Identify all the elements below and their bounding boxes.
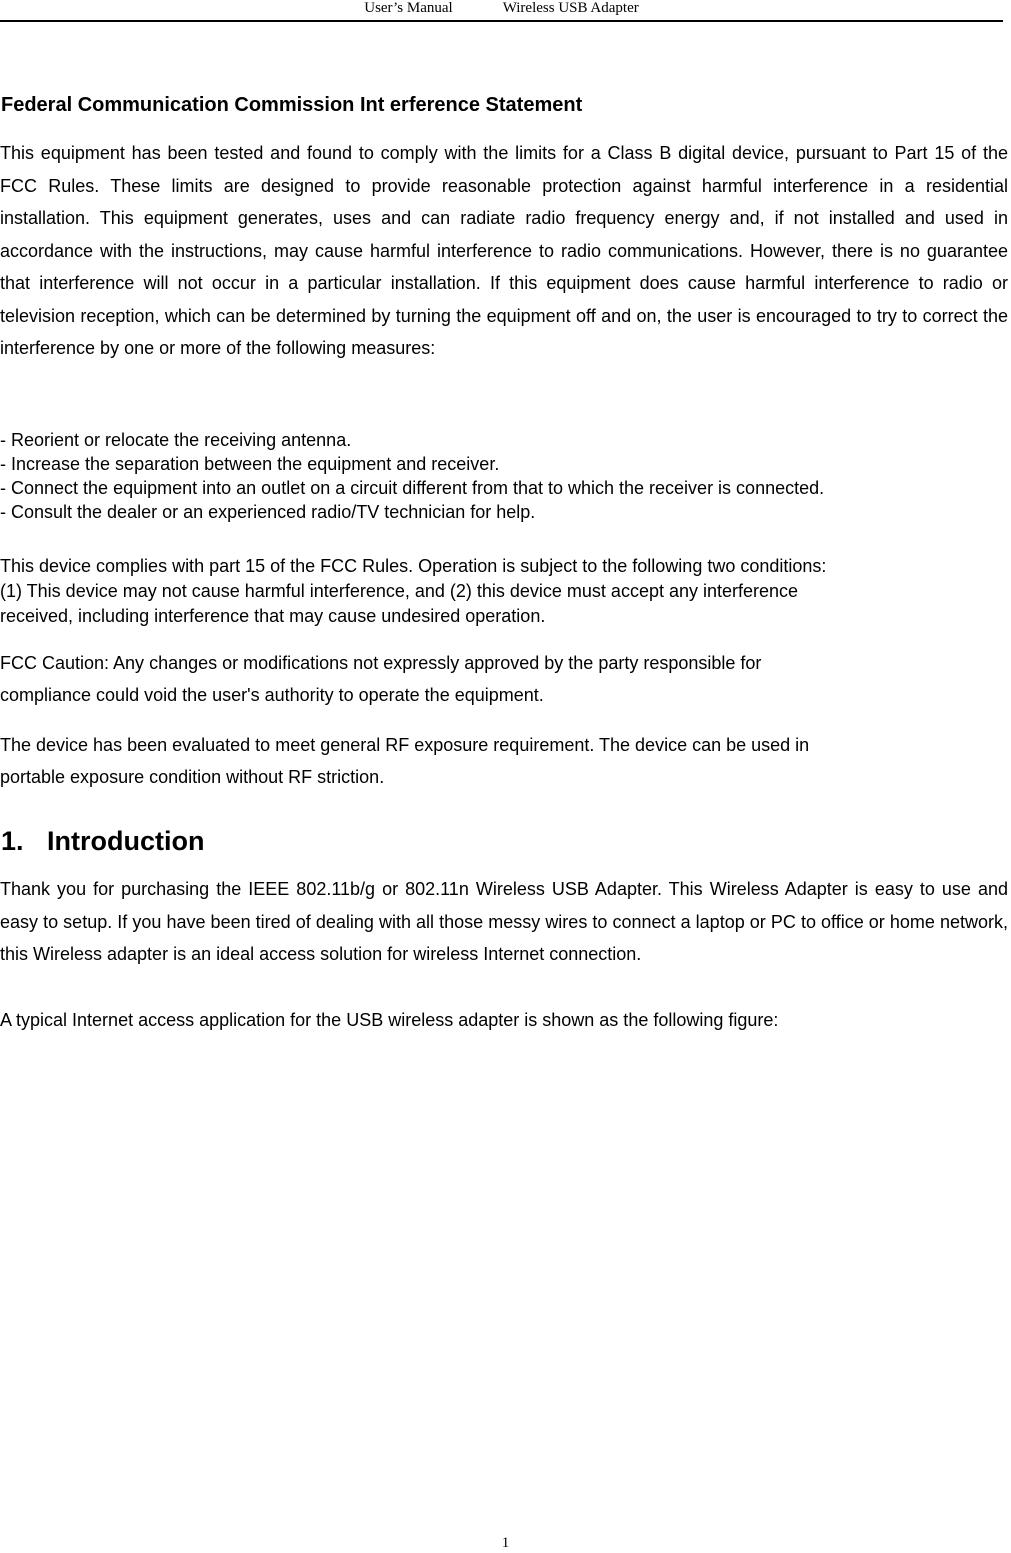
part15-compliance-paragraph xyxy=(0,554,1010,629)
figure-lead-sentence: A typical Internet access application for the USB wireless adapter is shown as the following figure: xyxy=(0,1010,779,1030)
measure-item: - Increase the separation between the equipment and receiver. xyxy=(0,454,500,474)
header-product-label: Wireless USB Adapter xyxy=(502,0,639,16)
rf-exposure-paragraph xyxy=(0,729,1010,793)
measure-item: - Consult the dealer or an experienced radio/TV technician for help. xyxy=(0,502,536,522)
page-number: 1 xyxy=(501,1535,510,1551)
rf-exposure-line: The device has been evaluated to meet general RF exposure requirement. The device can be used in xyxy=(0,735,810,755)
section-title-text: Introduction xyxy=(47,826,205,856)
caution-line: FCC Caution: Any changes or modifications not expressly approved by the party responsible for xyxy=(0,653,762,673)
introduction-paragraph: Thank you for purchasing the IEEE 802.11b/g or 802.11n Wireless USB Adapter. This Wireless Adapter is easy to use and easy to setup. If you have been tired of dealing with all those messy wires to connect a laptop or PC to office or home network, this Wireless adapter is an ideal access solution for wireless Internet connection. xyxy=(0,879,1008,964)
part15-line: This device complies with part 15 of the FCC Rules. Operation is subject to the following two conditions: xyxy=(0,556,827,576)
section-number: 1. xyxy=(1,826,24,856)
introduction-heading xyxy=(1,825,204,857)
part15-line: received, including interference that may cause undesired operation. xyxy=(0,606,546,626)
part15-line: (1) This device may not cause harmful interference, and (2) this device must accept any interference xyxy=(0,581,799,601)
interference-measures-list xyxy=(0,428,1010,524)
header-manual-label: User’s Manual xyxy=(364,0,453,16)
fcc-caution-paragraph xyxy=(0,647,1010,711)
measure-item: - Connect the equipment into an outlet on a circuit different from that to which the receiver is connected. xyxy=(0,478,825,498)
caution-line: compliance could void the user's authority to operate the equipment. xyxy=(0,685,544,705)
fcc-intro-paragraph: This equipment has been tested and found to comply with the limits for a Class B digital device, pursuant to Part 15 of the FCC Rules. These limits are designed to provide reasonable protection against harmful interference in a residential installation. This equipment generates, uses and can radiate radio frequency energy and, if not installed and used in accordance with the instructions, may cause harmful interference to radio communications. However, there is no guarantee that interference will not occur in a particular installation. If this equipment does cause harmful interference to radio or television reception, which can be determined by turning the equipment off and on, the user is encouraged to try to correct the interference by one or more of the following measures: xyxy=(0,143,1008,358)
rf-exposure-line: portable exposure condition without RF striction. xyxy=(0,767,385,787)
fcc-statement-title: Federal Communication Commission Int erference Statement xyxy=(1,94,583,116)
page-header xyxy=(0,0,1003,22)
measure-item: - Reorient or relocate the receiving antenna. xyxy=(0,430,352,450)
